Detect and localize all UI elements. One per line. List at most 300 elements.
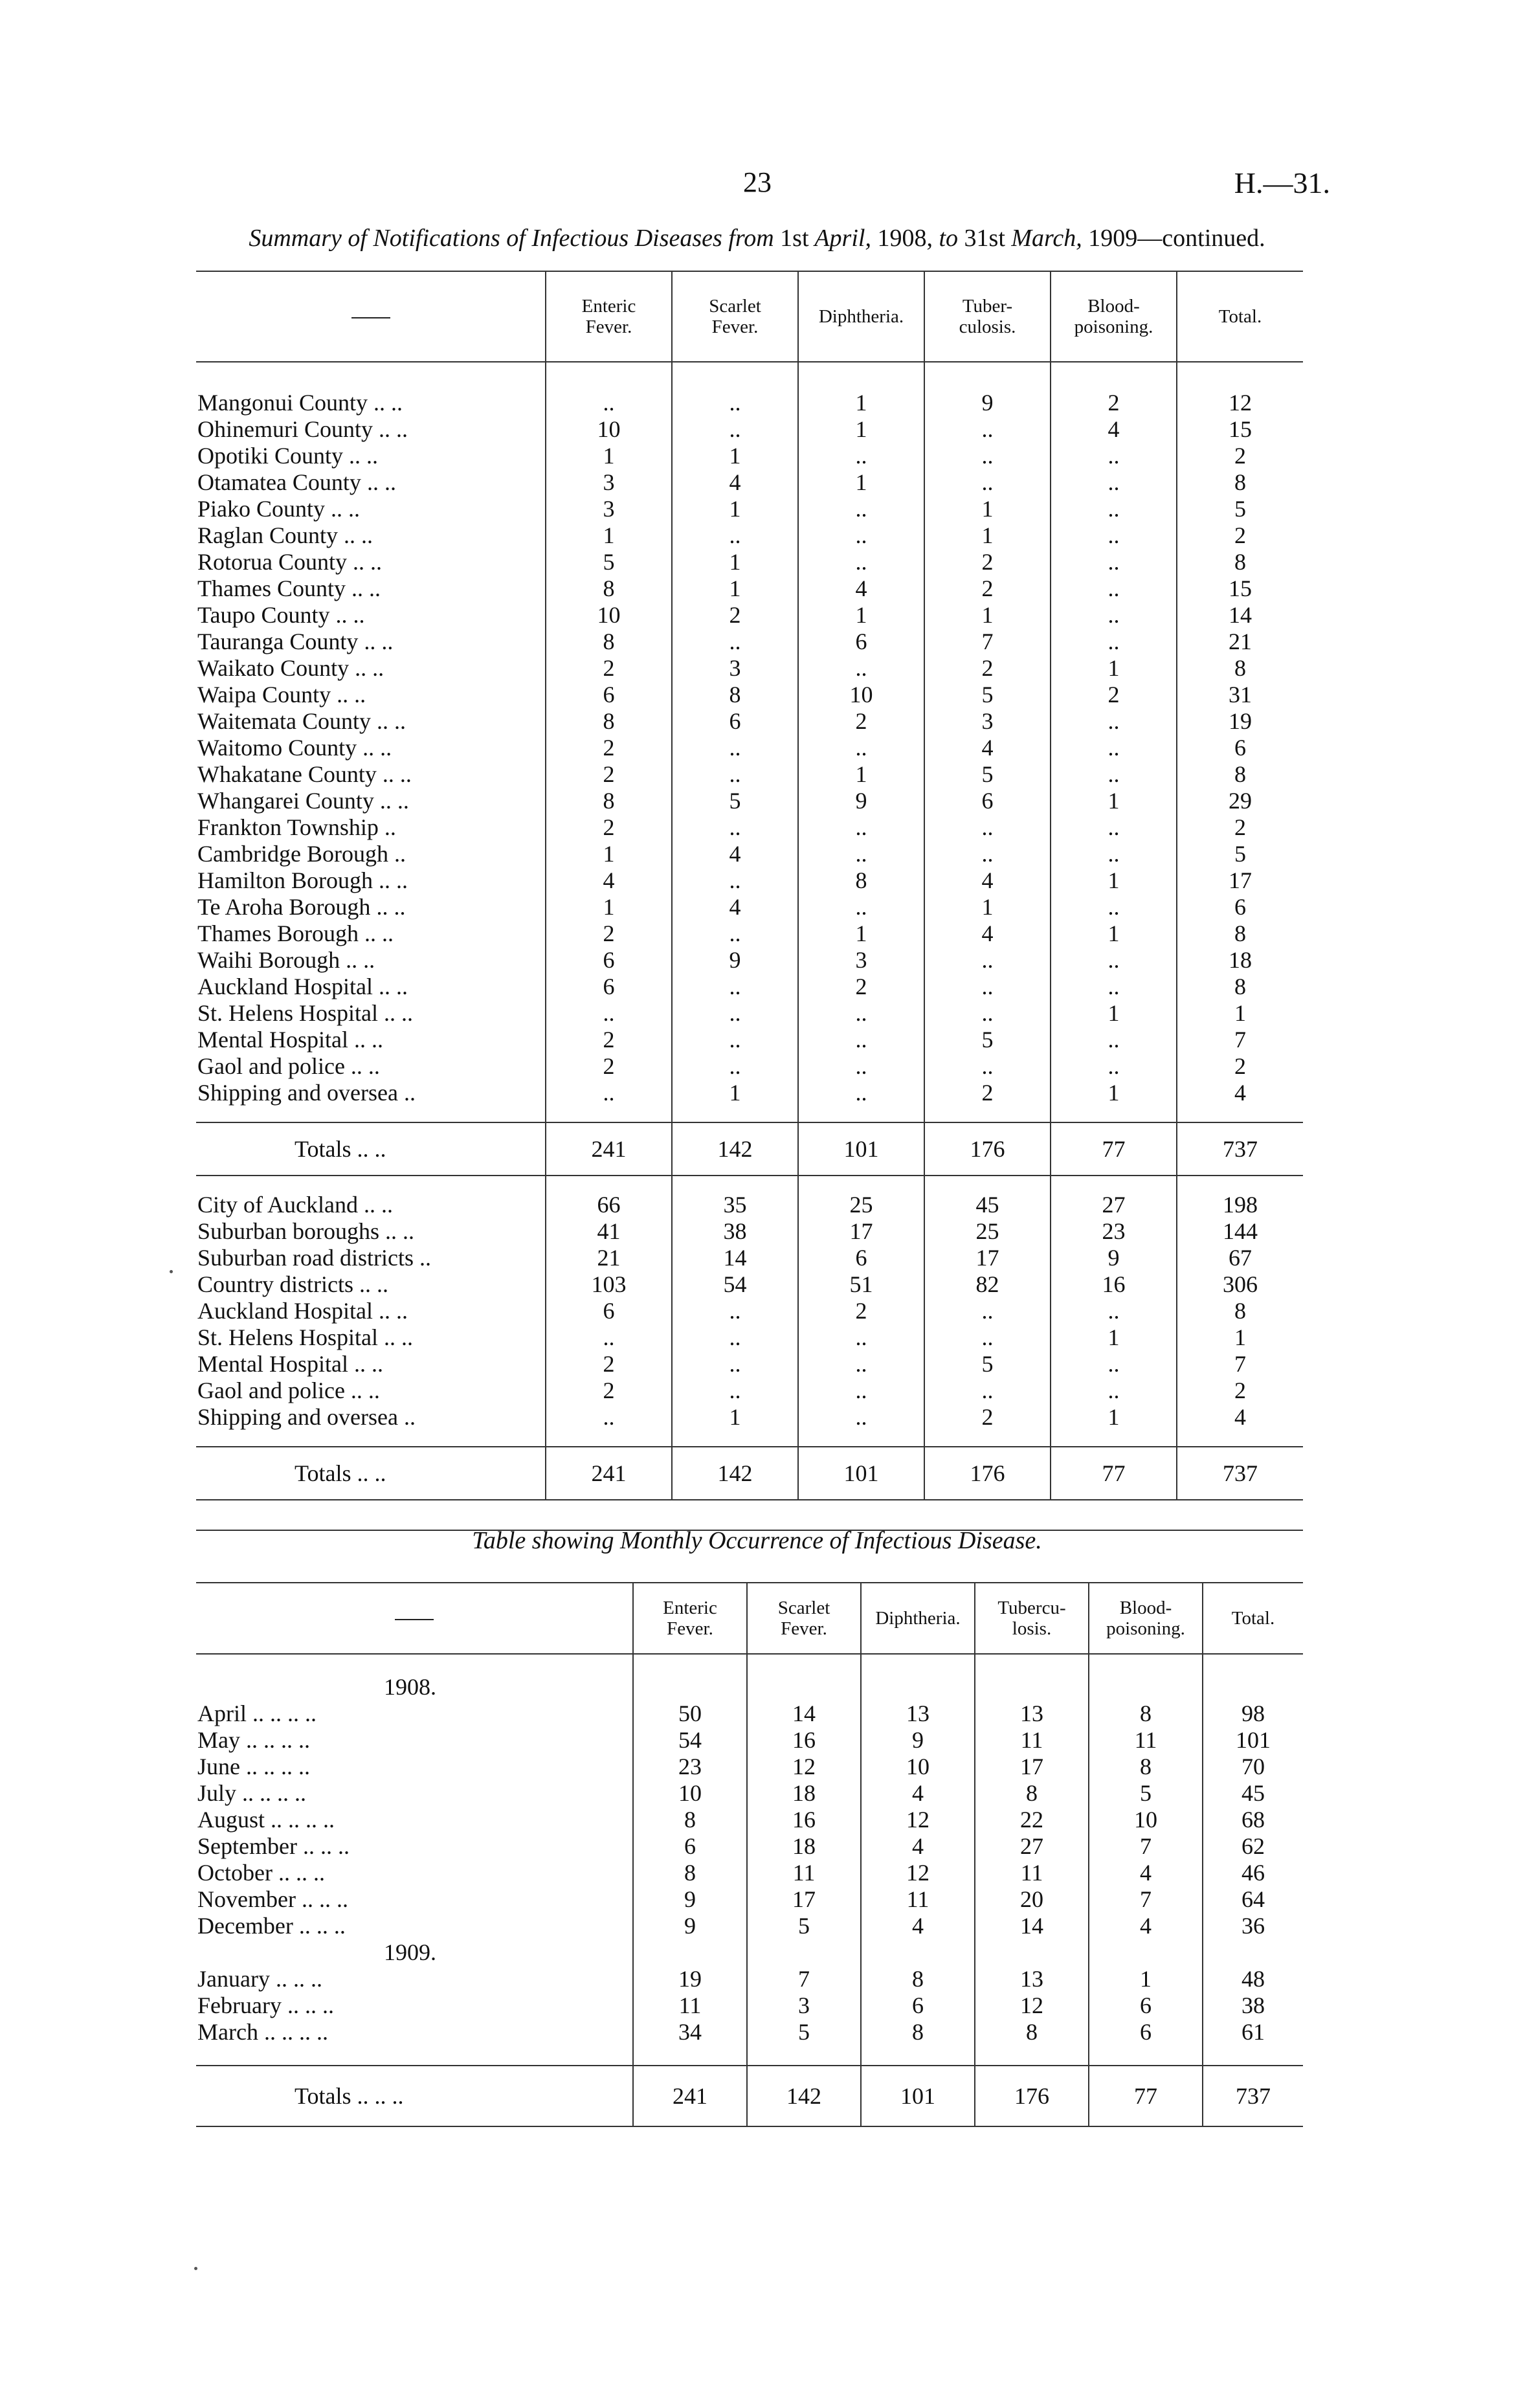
cell-diphtheria: .. (798, 1000, 924, 1027)
cell-diphtheria: .. (798, 1027, 924, 1053)
cell-scarlet: 1 (672, 575, 798, 602)
cell-scarlet: .. (672, 390, 798, 416)
cell-blood-poisoning: .. (1051, 602, 1177, 629)
cell-enteric: 4 (546, 867, 672, 894)
cell-enteric: 8 (546, 708, 672, 735)
row-label: Gaol and police .. .. (197, 1053, 380, 1079)
cell-scarlet: 142 (672, 1122, 798, 1176)
cell-tuberculosis: .. (924, 841, 1051, 867)
leader-dots: .. .. .. .. (271, 1807, 335, 1833)
row-label: St. Helens Hospital .. .. (197, 1000, 413, 1026)
table-row (196, 469, 1303, 496)
row-label: August .. .. .. .. (197, 1807, 335, 1833)
col-total: Total. (1177, 271, 1303, 362)
cell-total: 198 (1177, 1192, 1303, 1218)
row-label: Totals .. .. .. (196, 2066, 633, 2126)
leader-dots: .. .. (382, 761, 412, 787)
cell-tuberculosis: 13 (975, 1700, 1089, 1727)
cell-blood-poisoning: .. (1051, 549, 1177, 575)
leader-dots: .. .. (373, 390, 403, 416)
totals-row (196, 2066, 1303, 2126)
cell-diphtheria: 8 (861, 2019, 975, 2046)
table-row (196, 1404, 1303, 1431)
cell-total: 2 (1177, 443, 1303, 469)
cell-blood-poisoning: 2 (1051, 682, 1177, 708)
cell-scarlet: .. (672, 1324, 798, 1351)
cell-diphtheria: .. (798, 1080, 924, 1106)
cell-tuberculosis: 7 (924, 629, 1051, 655)
cell-diphtheria: 12 (861, 1860, 975, 1886)
row-label: February .. .. .. (197, 1992, 334, 2018)
cell-blood-poisoning: .. (1051, 947, 1177, 974)
row-label: Otamatea County .. .. (197, 469, 396, 495)
cell-tuberculosis: 9 (924, 390, 1051, 416)
cell-scarlet: .. (672, 974, 798, 1000)
cell-tuberculosis: 27 (975, 1833, 1089, 1860)
row-label: Taupo County .. .. (197, 602, 365, 628)
cell-tuberculosis: 1 (924, 522, 1051, 549)
table-row (196, 1245, 1303, 1271)
cell-scarlet: .. (672, 522, 798, 549)
cell-total: 8 (1177, 920, 1303, 947)
cell-blood-poisoning: 10 (1089, 1807, 1203, 1833)
cell-scarlet: 2 (672, 602, 798, 629)
cell-enteric: 6 (633, 1833, 747, 1860)
cell-total: 8 (1177, 655, 1303, 682)
cell-total: 7 (1177, 1351, 1303, 1377)
cell-scarlet: .. (672, 1377, 798, 1404)
row-label: City of Auckland .. .. (197, 1192, 393, 1218)
cell-tuberculosis: 5 (924, 682, 1051, 708)
cell-total: 8 (1177, 1298, 1303, 1324)
leader-dots: .. .. .. (298, 1913, 346, 1939)
col-diphtheria: Diphtheria. (861, 1583, 975, 1654)
cell-total: 6 (1177, 894, 1303, 920)
cell-blood-poisoning: .. (1051, 1377, 1177, 1404)
cell-tuberculosis: .. (924, 1053, 1051, 1080)
cell-total: 737 (1177, 1447, 1303, 1500)
cell-scarlet: .. (672, 1351, 798, 1377)
cell-diphtheria: 101 (798, 1122, 924, 1176)
row-label: June .. .. .. .. (197, 1754, 310, 1779)
cell-total: 8 (1177, 761, 1303, 788)
cell-enteric: 23 (633, 1754, 747, 1780)
cell-total: 48 (1203, 1966, 1303, 1992)
cell-scarlet: 38 (672, 1218, 798, 1245)
table-row (196, 708, 1303, 735)
cell-total: 8 (1177, 974, 1303, 1000)
cell-diphtheria: .. (798, 496, 924, 522)
cell-total: 1 (1177, 1000, 1303, 1027)
cell-scarlet: 35 (672, 1192, 798, 1218)
row-label: January .. .. .. (197, 1966, 322, 1992)
cell-scarlet: .. (672, 416, 798, 443)
cell-enteric: 6 (546, 1298, 672, 1324)
cell-tuberculosis: 8 (975, 1780, 1089, 1807)
cell-tuberculosis: 8 (975, 2019, 1089, 2046)
cell-scarlet: 1 (672, 1080, 798, 1106)
cell-tuberculosis: 2 (924, 1080, 1051, 1106)
row-label: Suburban road districts .. (197, 1245, 431, 1271)
cell-diphtheria: 9 (798, 788, 924, 814)
spacer-row (196, 1106, 1303, 1122)
table-row (196, 1780, 1303, 1807)
table-row (196, 1192, 1303, 1218)
cell-diphtheria: .. (798, 522, 924, 549)
cell-tuberculosis: .. (924, 947, 1051, 974)
cell-tuberculosis: 176 (924, 1447, 1051, 1500)
cell-enteric: 34 (633, 2019, 747, 2046)
cell-scarlet: 5 (747, 1913, 861, 1939)
cell-enteric: 3 (546, 469, 672, 496)
cell-total: 64 (1203, 1886, 1303, 1913)
table-row (196, 867, 1303, 894)
leader-dots: .. (384, 814, 396, 840)
table-row (196, 1754, 1303, 1780)
cell-total: 5 (1177, 841, 1303, 867)
table-row (196, 1000, 1303, 1027)
row-label: Auckland Hospital .. .. (197, 1298, 408, 1324)
table-row (196, 390, 1303, 416)
cell-enteric: 8 (546, 575, 672, 602)
year-row (196, 1674, 1303, 1700)
cell-scarlet: 6 (672, 708, 798, 735)
leader-dots: .. .. (353, 1027, 383, 1053)
cell-enteric: 1 (546, 894, 672, 920)
cell-diphtheria: 25 (798, 1192, 924, 1218)
col-tuberculosis: Tuber- culosis. (924, 271, 1051, 362)
cell-scarlet: 3 (672, 655, 798, 682)
cell-blood-poisoning: 7 (1089, 1886, 1203, 1913)
cell-enteric: 241 (546, 1122, 672, 1176)
cell-blood-poisoning: 77 (1089, 2066, 1203, 2126)
row-label: Mental Hospital .. .. (197, 1027, 383, 1053)
col-blood-poisoning: Blood- poisoning. (1051, 271, 1177, 362)
cell-blood-poisoning: .. (1051, 1351, 1177, 1377)
cell-scarlet: .. (672, 920, 798, 947)
cell-tuberculosis: .. (924, 469, 1051, 496)
cell-scarlet: 18 (747, 1833, 861, 1860)
table-row (196, 2019, 1303, 2046)
row-label: Waipa County .. .. (197, 682, 366, 708)
cell-tuberculosis: 12 (975, 1992, 1089, 2019)
cell-total: 8 (1177, 549, 1303, 575)
row-label: Mangonui County .. .. (197, 390, 403, 416)
cell-total: 12 (1177, 390, 1303, 416)
spacer-row (196, 1431, 1303, 1447)
cell-tuberculosis: 2 (924, 575, 1051, 602)
cell-blood-poisoning: 77 (1051, 1447, 1177, 1500)
cell-blood-poisoning: .. (1051, 761, 1177, 788)
leader-dots: .. .. (355, 655, 384, 681)
cell-total: 1 (1177, 1324, 1303, 1351)
cell-diphtheria: .. (798, 1351, 924, 1377)
cell-diphtheria: 11 (861, 1886, 975, 1913)
cell-blood-poisoning: .. (1051, 469, 1177, 496)
table-row (196, 1351, 1303, 1377)
leader-dots: .. (403, 1404, 416, 1430)
table-row (196, 788, 1303, 814)
cell-enteric: 3 (546, 496, 672, 522)
row-label: September .. .. .. (197, 1833, 350, 1859)
cell-enteric: .. (546, 1000, 672, 1027)
cell-scarlet: .. (672, 1000, 798, 1027)
cell-enteric: 11 (633, 1992, 747, 2019)
cell-tuberculosis: 2 (924, 655, 1051, 682)
cell-enteric: 10 (546, 602, 672, 629)
cell-tuberculosis: 4 (924, 920, 1051, 947)
cell-enteric: 54 (633, 1727, 747, 1754)
row-label: March .. .. .. .. (197, 2019, 328, 2045)
leader-dots: .. .. (362, 735, 392, 761)
leader-dots: .. .. (379, 788, 409, 814)
cell-blood-poisoning: .. (1051, 1053, 1177, 1080)
cell-diphtheria: 101 (861, 2066, 975, 2126)
corner-dash (395, 1619, 434, 1620)
cell-scarlet: 18 (747, 1780, 861, 1807)
cell-tuberculosis: 17 (975, 1754, 1089, 1780)
cell-blood-poisoning: .. (1051, 841, 1177, 867)
cell-blood-poisoning: 1 (1051, 1324, 1177, 1351)
cell-scarlet: 1 (672, 549, 798, 575)
cell-scarlet: 11 (747, 1860, 861, 1886)
row-label: December .. .. .. (197, 1913, 346, 1939)
row-label: Shipping and oversea .. (197, 1404, 416, 1430)
leader-dots: .. .. .. .. (246, 1754, 310, 1779)
cell-diphtheria: 1 (798, 761, 924, 788)
cell-diphtheria: .. (798, 1377, 924, 1404)
cell-diphtheria: .. (798, 841, 924, 867)
cell-total: 737 (1177, 1122, 1303, 1176)
row-label: Waitemata County .. .. (197, 708, 406, 734)
cell-diphtheria: 9 (861, 1727, 975, 1754)
cell-scarlet: 54 (672, 1271, 798, 1298)
cell-total: 2 (1177, 814, 1303, 841)
cell-total: 36 (1203, 1913, 1303, 1939)
cell-scarlet: 4 (672, 469, 798, 496)
leader-dots: .. .. .. .. (263, 2019, 328, 2045)
cell-enteric: 103 (546, 1271, 672, 1298)
cell-tuberculosis: 13 (975, 1966, 1089, 1992)
cell-diphtheria: .. (798, 1053, 924, 1080)
cell-scarlet: 5 (672, 788, 798, 814)
table-row (196, 841, 1303, 867)
row-label: April .. .. .. .. (197, 1700, 317, 1726)
cell-scarlet: .. (672, 814, 798, 841)
cell-blood-poisoning: .. (1051, 443, 1177, 469)
cell-enteric: 2 (546, 655, 672, 682)
col-diphtheria: Diphtheria. (798, 271, 924, 362)
totals-row (196, 1447, 1303, 1500)
cell-total: 61 (1203, 2019, 1303, 2046)
cell-total: 68 (1203, 1807, 1303, 1833)
leader-dots: .. .. (351, 575, 381, 601)
cell-total: 5 (1177, 496, 1303, 522)
cell-diphtheria: .. (798, 814, 924, 841)
leader-dots: .. .. (378, 416, 408, 442)
cell-scarlet: 5 (747, 2019, 861, 2046)
cell-tuberculosis: .. (924, 416, 1051, 443)
table-row (196, 522, 1303, 549)
cell-blood-poisoning: 23 (1051, 1218, 1177, 1245)
cell-blood-poisoning: .. (1051, 708, 1177, 735)
cell-diphtheria: 1 (798, 920, 924, 947)
cell-diphtheria: 6 (861, 1992, 975, 2019)
cell-blood-poisoning: 11 (1089, 1727, 1203, 1754)
cell-total: 15 (1177, 416, 1303, 443)
cell-diphtheria: .. (798, 1404, 924, 1431)
table-row (196, 496, 1303, 522)
row-label: Suburban boroughs .. .. (197, 1218, 414, 1244)
cell-total: 14 (1177, 602, 1303, 629)
table-row (196, 761, 1303, 788)
year-label: 1909. (384, 1939, 436, 1965)
monthly-table (196, 1582, 1303, 2127)
leader-dots: .. (394, 841, 406, 867)
cell-diphtheria: .. (798, 655, 924, 682)
cell-scarlet: 16 (747, 1807, 861, 1833)
cell-blood-poisoning: .. (1051, 629, 1177, 655)
cell-blood-poisoning: .. (1051, 522, 1177, 549)
year-label: 1908. (384, 1674, 436, 1700)
table-row (196, 1298, 1303, 1324)
leader-dots: .. .. (357, 1136, 386, 1162)
leader-dots: .. .. (331, 496, 361, 522)
row-label: Te Aroha Borough .. .. (197, 894, 406, 920)
cell-enteric: 1 (546, 841, 672, 867)
table-row (196, 1992, 1303, 2019)
cell-total: 4 (1177, 1080, 1303, 1106)
cell-scarlet: .. (672, 735, 798, 761)
spacer-row (196, 362, 1303, 390)
cell-scarlet: 1 (672, 443, 798, 469)
leader-dots: .. .. (359, 1271, 388, 1297)
cell-blood-poisoning: 1 (1051, 1080, 1177, 1106)
cell-tuberculosis: .. (924, 1000, 1051, 1027)
cell-blood-poisoning: 4 (1051, 416, 1177, 443)
cell-blood-poisoning: 1 (1051, 867, 1177, 894)
cell-tuberculosis: 176 (924, 1122, 1051, 1176)
cell-blood-poisoning: 6 (1089, 1992, 1203, 2019)
col-total: Total. (1203, 1583, 1303, 1654)
cell-tuberculosis: 82 (924, 1271, 1051, 1298)
row-label: Mental Hospital .. .. (197, 1351, 383, 1377)
cell-tuberculosis: 1 (924, 894, 1051, 920)
monthly-table-caption: Table showing Monthly Occurrence of Infectious Disease. (472, 1527, 1042, 1554)
table-row (196, 974, 1303, 1000)
cell-blood-poisoning: 7 (1089, 1833, 1203, 1860)
leader-dots: .. .. (337, 682, 366, 708)
cell-diphtheria: 1 (798, 390, 924, 416)
cell-tuberculosis: .. (924, 1298, 1051, 1324)
cell-blood-poisoning: 4 (1089, 1860, 1203, 1886)
col-enteric-fever: Enteric Fever. (546, 271, 672, 362)
table-row (196, 1218, 1303, 1245)
cell-scarlet: 3 (747, 1992, 861, 2019)
cell-diphtheria: 1 (798, 416, 924, 443)
cell-tuberculosis: 11 (975, 1727, 1089, 1754)
cell-diphtheria: 101 (798, 1447, 924, 1500)
cell-total: 46 (1203, 1860, 1303, 1886)
print-speck (170, 1270, 173, 1273)
cell-scarlet: .. (672, 867, 798, 894)
cell-diphtheria: 2 (798, 1298, 924, 1324)
cell-tuberculosis: 25 (924, 1218, 1051, 1245)
row-label: Shipping and oversea .. (197, 1080, 416, 1106)
cell-diphtheria: 4 (861, 1833, 975, 1860)
cell-total: 18 (1177, 947, 1303, 974)
spacer-row (196, 1654, 1303, 1674)
cell-blood-poisoning: 6 (1089, 2019, 1203, 2046)
cell-blood-poisoning: 1 (1051, 1404, 1177, 1431)
summary-table (196, 271, 1303, 1531)
row-label: Gaol and police .. .. (197, 1377, 380, 1403)
cell-scarlet: .. (672, 761, 798, 788)
cell-enteric: 2 (546, 735, 672, 761)
leader-dots: .. .. (385, 1218, 414, 1244)
cell-blood-poisoning: .. (1051, 575, 1177, 602)
cell-tuberculosis: 176 (975, 2066, 1089, 2126)
table-row (196, 814, 1303, 841)
cell-total: 737 (1203, 2066, 1303, 2126)
cell-tuberculosis: 2 (924, 1404, 1051, 1431)
cell-total: 2 (1177, 522, 1303, 549)
table-row (196, 602, 1303, 629)
cell-total: 29 (1177, 788, 1303, 814)
leader-dots: .. .. (378, 1298, 408, 1324)
leader-dots: .. .. (353, 549, 382, 575)
leader-dots: .. .. (383, 1000, 413, 1026)
cell-scarlet: 4 (672, 841, 798, 867)
table-row (196, 1080, 1303, 1106)
cell-scarlet: .. (672, 1298, 798, 1324)
cell-enteric: 50 (633, 1700, 747, 1727)
cell-scarlet: 8 (672, 682, 798, 708)
cell-blood-poisoning: .. (1051, 1027, 1177, 1053)
cell-enteric: 2 (546, 1377, 672, 1404)
leader-dots: .. .. .. .. (246, 1727, 310, 1753)
col-scarlet-fever: Scarlet Fever. (747, 1583, 861, 1654)
leader-dots: .. .. (357, 1460, 386, 1486)
corner-dash (351, 317, 390, 318)
cell-total: 15 (1177, 575, 1303, 602)
cell-diphtheria: 13 (861, 1700, 975, 1727)
row-label: November .. .. .. (197, 1886, 348, 1912)
cell-enteric: 241 (546, 1447, 672, 1500)
leader-dots: .. .. (383, 1324, 413, 1350)
cell-enteric: .. (546, 1080, 672, 1106)
cell-scarlet: 14 (672, 1245, 798, 1271)
cell-blood-poisoning: 1 (1051, 1000, 1177, 1027)
cell-enteric: 21 (546, 1245, 672, 1271)
cell-total: 2 (1177, 1053, 1303, 1080)
cell-diphtheria: 4 (798, 575, 924, 602)
cell-tuberculosis: .. (924, 1377, 1051, 1404)
row-label: St. Helens Hospital .. .. (197, 1324, 413, 1350)
cell-blood-poisoning: 4 (1089, 1913, 1203, 1939)
cell-enteric: 241 (633, 2066, 747, 2126)
col-enteric-fever: Enteric Fever. (633, 1583, 747, 1654)
cell-total: 38 (1203, 1992, 1303, 2019)
cell-total: 8 (1177, 469, 1303, 496)
table-row (196, 1833, 1303, 1860)
row-label: Cambridge Borough .. (197, 841, 406, 867)
cell-diphtheria: 2 (798, 974, 924, 1000)
cell-enteric: 2 (546, 1351, 672, 1377)
cell-blood-poisoning: 1 (1051, 920, 1177, 947)
cell-diphtheria: .. (798, 894, 924, 920)
cell-diphtheria: .. (798, 549, 924, 575)
